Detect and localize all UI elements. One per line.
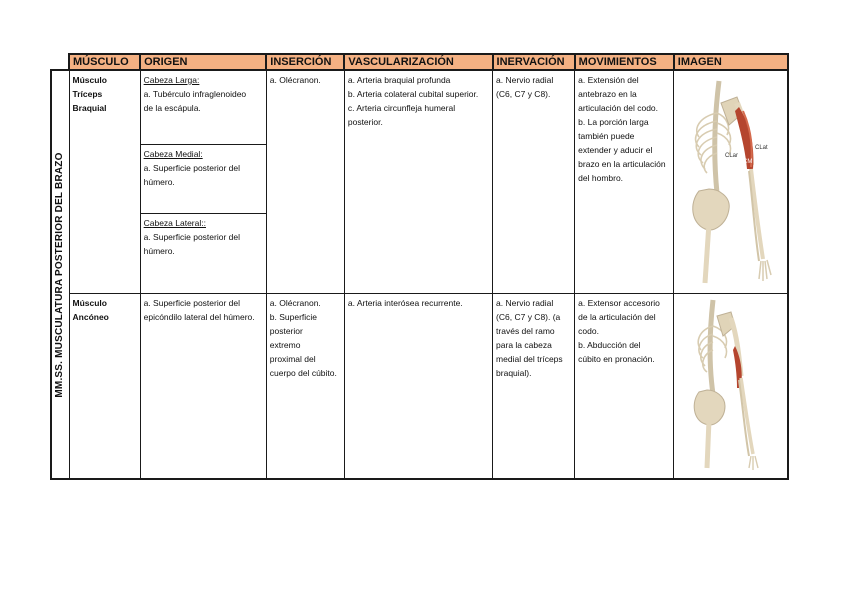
movement-line: extender y aducir el	[578, 145, 653, 155]
vascular-line: c. Arteria circunfleja humeral	[347, 103, 456, 113]
innervation-cell	[493, 70, 575, 293]
header-imagen: IMAGEN	[674, 54, 788, 70]
muscle-cell	[69, 293, 140, 479]
movement-line: codo.	[578, 325, 599, 336]
origin-block-lateral-head	[141, 214, 266, 260]
origin-head-title: Cabeza Larga:	[143, 75, 200, 85]
table-row-triceps	[51, 70, 788, 293]
innervation-cell	[493, 293, 575, 479]
header-insercion: INSERCIÓN	[266, 54, 344, 70]
movement-line: b. La porción larga	[578, 117, 649, 127]
vascular-cell	[344, 293, 492, 479]
triceps-illustration	[677, 73, 784, 287]
movement-line: antebrazo en la	[578, 89, 637, 99]
movement-line: también puede	[578, 131, 635, 141]
muscle-name-line: Braquial	[72, 103, 107, 113]
origin-block-long-head	[141, 71, 266, 145]
origin-text-line: húmero.	[143, 246, 175, 256]
header-movimientos: MOVIMIENTOS	[575, 54, 674, 70]
origin-text-line: a. Superficie posterior del	[143, 297, 240, 308]
skeleton-ancone-image	[691, 296, 771, 472]
vascular-line: a. Arteria braquial profunda	[347, 75, 451, 85]
innervation-line: (C6, C7 y C8). (a	[496, 311, 561, 322]
origin-text-line: epicóndilo lateral del húmero.	[143, 311, 255, 322]
movement-line: del hombro.	[578, 173, 624, 183]
origin-text-line: a. Tubérculo infraglenoideo	[143, 89, 247, 99]
innervation-line: medial del tríceps	[496, 353, 563, 364]
origin-text-line: húmero.	[143, 177, 175, 187]
origin-head-title: Cabeza Lateral::	[143, 218, 206, 228]
header-corner	[51, 54, 69, 70]
muscle-name-line: Músculo	[72, 75, 107, 85]
image-cell	[674, 70, 788, 293]
header-musculo: MÚSCULO	[69, 54, 140, 70]
insertion-line: proximal del	[269, 353, 316, 364]
insertion-line: a. Olécranon.	[269, 297, 321, 308]
label-cm: CM	[742, 159, 752, 165]
movement-line: b. Abducción del	[578, 339, 641, 350]
origin-text-line: a. Superficie posterior del	[143, 163, 240, 173]
insertion-line: cuerpo del cúbito.	[269, 367, 337, 378]
insertion-line: a. Olécranon.	[269, 75, 321, 85]
image-cell	[674, 293, 788, 479]
vascular-line: b. Arteria colateral cubital superior.	[347, 89, 479, 99]
header-inervacion: INERVACIÓN	[493, 54, 575, 70]
muscle-name-line: Tríceps	[72, 89, 103, 99]
movements-cell	[575, 293, 674, 479]
origin-text-line: a. Superficie posterior del	[143, 232, 240, 242]
skeleton-triceps-image	[679, 73, 783, 287]
table-row-ancone	[51, 293, 788, 479]
movement-line: brazo en la articulación	[578, 159, 666, 169]
insertion-cell	[266, 70, 344, 293]
insertion-line: posterior	[269, 325, 303, 336]
innervation-line: a. Nervio radial	[496, 297, 554, 308]
innervation-line: a. Nervio radial	[496, 75, 554, 85]
movement-line: articulación del codo.	[578, 103, 659, 113]
origin-block-medial-head	[141, 145, 266, 214]
side-label: MM.SS. MUSCULATURA POSTERIOR DEL BRAZO	[54, 151, 66, 398]
movement-line: de la articulación del	[578, 311, 656, 322]
movement-line: cúbito en pronación.	[578, 353, 655, 364]
movement-line: a. Extensor accesorio	[578, 297, 660, 308]
side-label-cell	[51, 70, 69, 479]
muscle-cell	[69, 70, 140, 293]
origin-cell	[140, 293, 266, 479]
insertion-cell	[266, 293, 344, 479]
insertion-line: b. Superficie	[269, 311, 318, 322]
innervation-line: braquial).	[496, 367, 532, 378]
header-row	[51, 54, 788, 70]
header-origen: ORIGEN	[140, 54, 266, 70]
header-vascularizacion: VASCULARIZACIÓN	[344, 54, 492, 70]
vascular-cell	[344, 70, 492, 293]
movement-line: a. Extensión del	[578, 75, 639, 85]
origin-text-line: de la escápula.	[143, 103, 201, 113]
origin-head-title: Cabeza Medial:	[143, 149, 203, 159]
innervation-line: para la cabeza	[496, 339, 552, 350]
vascular-line: posterior.	[347, 117, 383, 127]
movements-cell	[575, 70, 674, 293]
muscle-name-line: Músculo	[72, 297, 107, 308]
anatomy-table	[50, 53, 789, 480]
anatomy-table-container	[50, 53, 789, 479]
label-clat: CLat	[754, 145, 768, 151]
innervation-line: (C6, C7 y C8).	[496, 89, 551, 99]
innervation-line: través del ramo	[496, 325, 555, 336]
origin-cell	[140, 70, 266, 293]
label-clar: CLar	[724, 153, 738, 159]
insertion-line: extremo	[269, 339, 301, 350]
muscle-name-line: Ancóneo	[72, 311, 109, 322]
ancone-illustration	[677, 296, 784, 472]
vascular-line: a. Arteria interósea recurrente.	[347, 297, 463, 308]
